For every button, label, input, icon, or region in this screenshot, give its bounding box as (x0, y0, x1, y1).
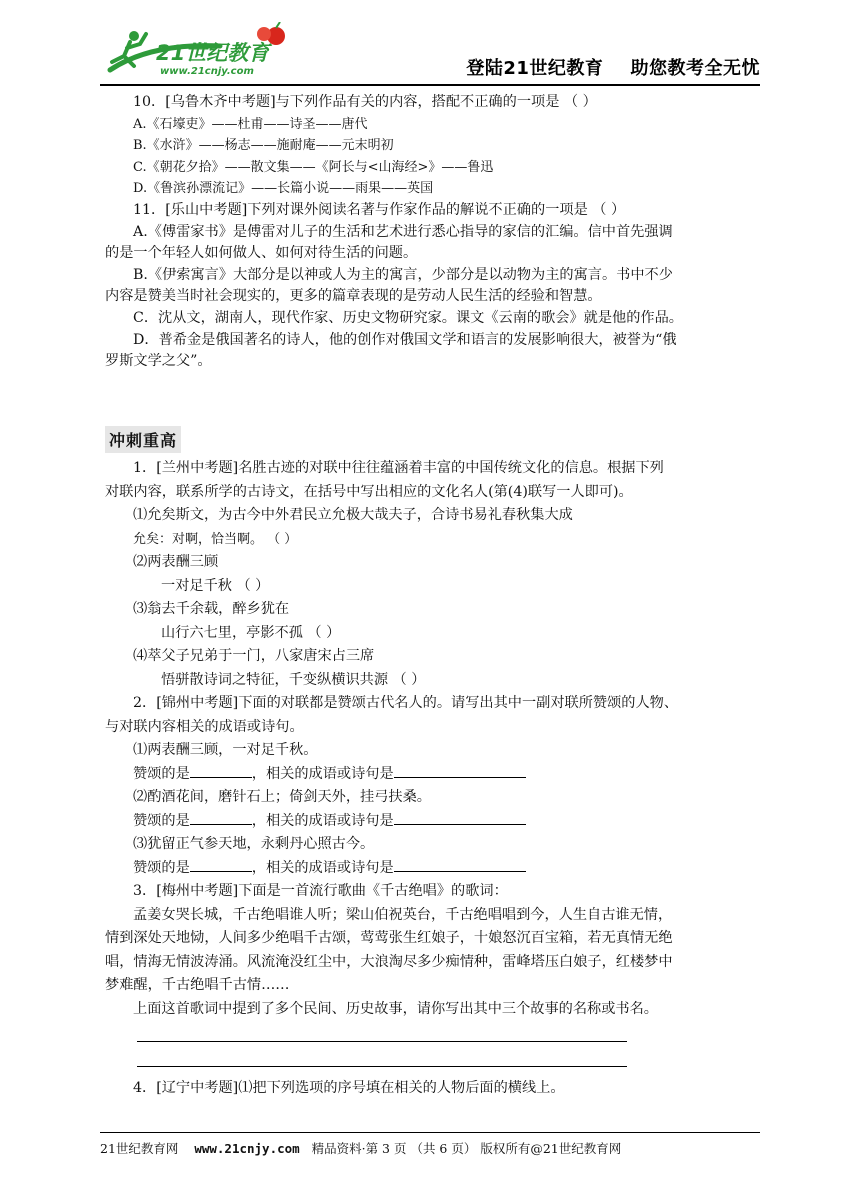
logo-url: www.21cnjy.com (160, 66, 254, 77)
question-line: D．普希金是俄国著名的诗人，他的创作对俄国文学和语言的发展影响很大，被誉为“俄 (133, 331, 677, 348)
answer-blank[interactable] (190, 857, 252, 872)
q1-intro-line1: 1．[兰州中考题]名胜古迹的对联中往往蕴涵着丰富的中国传统文化的信息。根据下列 (133, 460, 664, 476)
q1-item4b: 悟骈散诗词之特征，千变纵横识共源 （ ） (161, 671, 426, 688)
answer-blank[interactable] (394, 857, 526, 872)
q3-task: 上面这首歌词中提到了多个民间、历史故事，请你写出其中三个故事的名称或书名。 (133, 1000, 658, 1017)
q2-answer-row: 赞颂的是 ，相关的成语或诗句是 (105, 763, 765, 787)
q1-item1: ⑴允矣斯文，为古今中外君民立允极大哉夫子，合诗书易礼春秋集大成 (133, 507, 573, 523)
q2-answer-row: 赞颂的是 ，相关的成语或诗句是 (105, 857, 765, 881)
answer-line-2[interactable] (137, 1052, 627, 1067)
answer-blank[interactable] (190, 810, 252, 825)
q2-item3: ⑶犹留正气参天地，永剩丹心照古今。 (133, 836, 375, 852)
footer-url[interactable]: www.21cnjy.com (194, 1141, 300, 1156)
question-line: 内容是赞美当时社会现实的，更多的篇章表现的是劳动人民生活的经验和智慧。 (105, 288, 602, 305)
q3-intro: 3．[梅州中考题]下面是一首流行歌曲《千古绝唱》的歌词： (133, 883, 508, 899)
logo-text: 21世纪教育 (156, 41, 270, 65)
header-divider (100, 84, 760, 86)
question-line: 10．[乌鲁木齐中考题]与下列作品有关的内容，搭配不正确的一项是 （ ） (133, 94, 597, 110)
page-footer (100, 1139, 760, 1157)
runner-logo-icon (100, 22, 310, 82)
q3-lyric-line3: 唱，情海无情波涛涌。风流淹没红尘中，大浪淘尽多少痴情种，雷峰塔压白娘子，红楼梦中 (105, 953, 673, 970)
page-header (100, 22, 760, 84)
section-chongci (105, 426, 765, 1101)
q1-item2b: 一对足千秋 （ ） (161, 577, 270, 594)
question-line: B.《伊索寓言》大部分是以神或人为主的寓言，少部分是以动物为主的寓言。书中不少 (133, 266, 673, 283)
q2-intro-line2: 与对联内容相关的成语或诗句。 (105, 718, 304, 735)
answer-line-1[interactable] (137, 1027, 627, 1042)
answer-blank[interactable] (394, 763, 526, 778)
q1-item4a: ⑷萃父子兄弟于一门，八家唐宋占三席 (133, 648, 375, 664)
q1-note: 允矣：对啊，恰当啊。 （ ） (133, 531, 298, 547)
question-line: D.《鲁滨孙漂流记》——长篇小说——雨果——英国 (133, 181, 434, 197)
q4-intro: 4．[辽宁中考题]⑴把下列选项的序号填在相关的人物后面的横线上。 (133, 1080, 565, 1096)
q1-item3b: 山行六七里，亭影不孤 （ ） (161, 624, 341, 641)
questions-block (105, 92, 755, 373)
footer-divider (100, 1132, 760, 1133)
header-slogan: 登陆21世纪教育 助您教考全无忧 (466, 58, 760, 79)
q2-item2: ⑵酌酒花间，磨针石上；倚剑天外，挂弓扶桑。 (133, 789, 431, 805)
question-line: C．沈从文，湖南人，现代作家、历史文物研究家。课文《云南的歌会》就是他的作品。 (133, 309, 683, 326)
q2-item1: ⑴两表酬三顾，一对足千秋。 (133, 742, 318, 758)
section-body (105, 457, 765, 1101)
q1-item3a: ⑶翁去千余载，醉乡犹在 (133, 601, 290, 617)
q2-intro-line1: 2．[锦州中考题]下面的对联都是赞颂古代名人的。请写出其中一副对联所赞颂的人物、 (133, 695, 679, 711)
site-logo (100, 22, 310, 82)
q2-answer-row: 赞颂的是 ，相关的成语或诗句是 (105, 810, 765, 834)
footer-site-name: 21世纪教育网 (100, 1141, 179, 1156)
answer-blank[interactable] (394, 810, 526, 825)
q3-lyric-line2: 情到深处天地恸，人间多少绝唱千古颂，莺莺张生红娘子，十娘怒沉百宝箱，若无真情无绝 (105, 930, 673, 946)
answer-blank[interactable] (190, 763, 252, 778)
question-line: 的是一个年轻人如何做人、如何对待生活的问题。 (105, 245, 418, 262)
question-line: B.《水浒》——杨志——施耐庵——元末明初 (133, 138, 394, 154)
question-line: A.《傅雷家书》是傅雷对儿子的生活和艺术进行悉心指导的家信的汇编。信中首先强调 (133, 223, 673, 240)
q3-lyric-line1: 孟姜女哭长城，千古绝唱谁人听；梁山伯祝英台，千古绝唱唱到今，人生自古谁无情， (133, 906, 673, 923)
q3-lyric-line4: 梦难醒，千古绝唱千古情…… (105, 977, 290, 993)
q1-intro-line2: 对联内容，联系所学的古诗文，在括号中写出相应的文化名人(第(4)联写一人即可)。 (105, 483, 633, 500)
section-title: 冲刺重高 (105, 426, 181, 453)
q1-item2a: ⑵两表酬三顾 (133, 554, 219, 570)
question-line: A.《石壕吏》——杜甫——诗圣——唐代 (133, 116, 368, 132)
question-line: 11．[乐山中考题]下列对课外阅读名著与作家作品的解说不正确的一项是 （ ） (133, 201, 626, 218)
footer-page-info: 精品资料·第 3 页 （共 6 页） 版权所有@21世纪教育网 (311, 1141, 622, 1156)
question-line: C.《朝花夕拾》——散文集——《阿长与<山海经>》——鲁迅 (133, 159, 494, 175)
question-line: 罗斯文学之父”。 (105, 353, 212, 370)
